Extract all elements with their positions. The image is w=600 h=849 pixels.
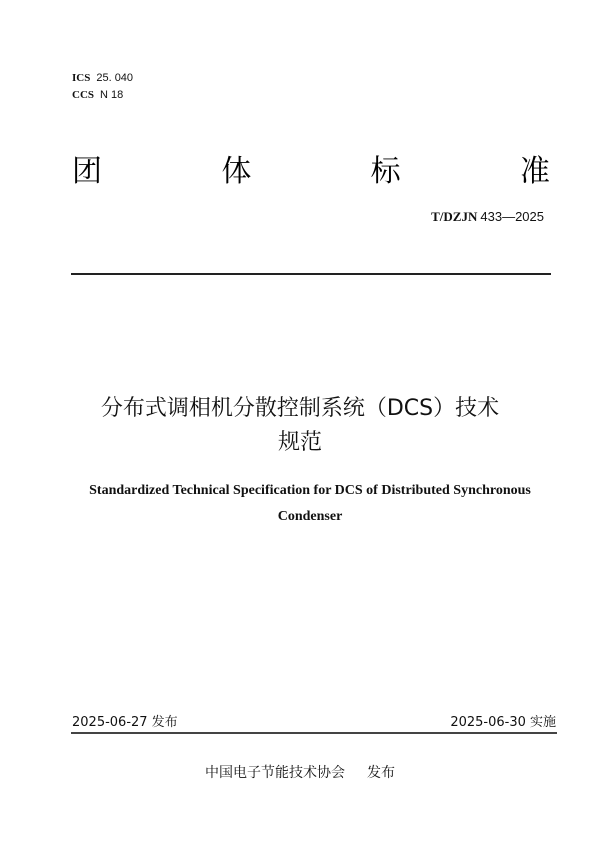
classification-codes xyxy=(72,70,133,104)
implementation-date: 2025-06-30 实施 xyxy=(450,715,556,730)
issue-date: 2025-06-27 发布 xyxy=(72,715,178,730)
ccs-value: N 18 xyxy=(100,89,124,101)
publisher-action: 发布 xyxy=(367,765,395,781)
chinese-title xyxy=(60,392,540,460)
standard-number xyxy=(431,209,544,225)
standard-prefix: T/DZJN xyxy=(431,209,478,224)
english-title-line2: Condenser xyxy=(277,509,343,524)
standard-type-title xyxy=(72,152,550,192)
chinese-title-line2: 规范 xyxy=(277,430,322,455)
ics-label: ICS xyxy=(72,72,91,84)
ccs-label: CCS xyxy=(72,89,95,101)
chinese-title-line1: 分布式调相机分散控制系统（DCS）技术 xyxy=(100,396,500,421)
ccs-code xyxy=(72,87,133,104)
publisher-name: 中国电子节能技术协会 xyxy=(205,765,345,781)
title-char: 标 xyxy=(370,154,401,189)
title-char: 团 xyxy=(72,154,102,189)
english-title-line1: Standardized Technical Specification for DCS of Distributed Synchronous xyxy=(89,483,531,498)
english-title xyxy=(70,478,550,530)
title-char: 准 xyxy=(519,154,550,189)
ics-code xyxy=(72,70,133,87)
title-char: 体 xyxy=(221,154,252,189)
ics-value: 25. 040 xyxy=(96,72,134,84)
standard-number-value: 433—2025 xyxy=(480,209,544,224)
bottom-divider xyxy=(71,732,557,734)
publisher xyxy=(0,762,600,782)
top-divider xyxy=(71,273,551,275)
